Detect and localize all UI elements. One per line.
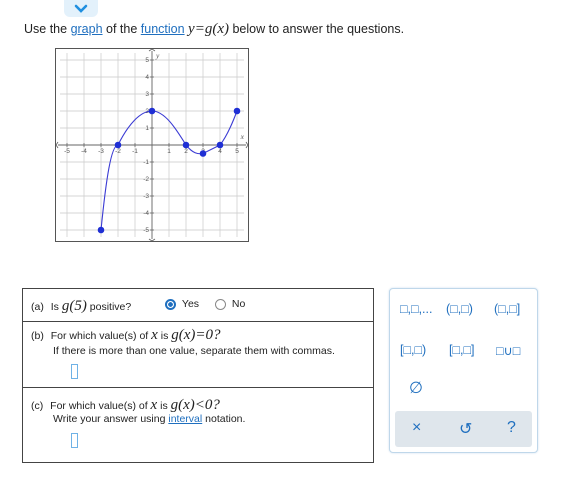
x-axis-label: x xyxy=(240,132,244,141)
question-c-label: (c) xyxy=(31,400,44,412)
y-tick-label: -5 xyxy=(143,227,149,234)
question-b-expression: g(x)=0? xyxy=(171,327,221,343)
function-expression: y=g(x) xyxy=(188,21,229,37)
x-tick-label: 5 xyxy=(235,148,239,155)
y-tick-label: -4 xyxy=(143,210,149,217)
y-tick-label: 5 xyxy=(145,57,149,64)
question-b-variable: x xyxy=(151,327,158,343)
question-a-label: (a) xyxy=(31,301,44,313)
x-tick-label: 4 xyxy=(218,148,222,155)
y-tick-label: 4 xyxy=(145,74,149,81)
question-c-text: For which value(s) of xyxy=(50,400,148,412)
x-tick-label: 2 xyxy=(184,148,188,155)
curve-point xyxy=(217,142,223,148)
y-tick-label: 2 xyxy=(145,108,149,115)
question-c-hint: Write your answer using xyxy=(53,413,166,425)
interval-link[interactable]: interval xyxy=(168,413,203,425)
function-link[interactable]: function xyxy=(140,22,185,36)
curve-point xyxy=(98,227,104,233)
question-b-label: (b) xyxy=(31,330,44,342)
help-button[interactable]: ? xyxy=(507,419,516,436)
question-a-text: Is xyxy=(50,301,59,313)
graph-link[interactable]: graph xyxy=(70,22,103,36)
chevron-down-icon xyxy=(74,4,88,13)
question-a-row xyxy=(23,289,373,322)
curve-point xyxy=(183,142,189,148)
math-keypad xyxy=(389,288,538,453)
instruction-text xyxy=(24,21,404,38)
question-c-row xyxy=(23,387,373,462)
question-c-expression: g(x)<0? xyxy=(170,397,220,413)
x-tick-label: -3 xyxy=(98,148,104,155)
instruction-pre: Use the xyxy=(24,22,71,36)
question-c-text-mid: is xyxy=(160,400,168,412)
radio-yes-label: Yes xyxy=(181,298,200,310)
question-b-hint: If there is more than one value, separate them with commas. xyxy=(53,345,335,357)
y-tick-label: 3 xyxy=(145,91,149,98)
key-closed-closed[interactable]: [□,□] xyxy=(449,343,475,357)
curve-point xyxy=(200,151,206,157)
y-tick-label: -3 xyxy=(143,193,149,200)
x-tick-label: -1 xyxy=(132,148,138,155)
key-open-closed[interactable]: (□,□] xyxy=(494,302,521,316)
y-tick-label: 1 xyxy=(145,125,149,132)
y-tick-label: -1 xyxy=(143,159,149,166)
key-closed-open[interactable]: [□,□) xyxy=(400,343,427,357)
undo-button[interactable]: ↺ xyxy=(459,421,473,438)
question-c-variable: x xyxy=(150,397,158,413)
question-c-hint-post: notation. xyxy=(205,413,246,425)
y-tick-label: -2 xyxy=(143,176,149,183)
keypad-action-bar xyxy=(395,411,532,447)
instruction-post: below to answer the questions. xyxy=(228,22,405,36)
curve-point xyxy=(115,142,121,148)
x-tick-label: 1 xyxy=(167,148,171,155)
y-axis-label: y xyxy=(156,51,160,60)
answer-b-input[interactable] xyxy=(71,364,78,379)
key-empty-set[interactable]: ∅ xyxy=(409,380,423,397)
radio-no-option[interactable] xyxy=(215,298,245,310)
questions-panel xyxy=(22,288,374,463)
curve-point xyxy=(234,108,240,114)
question-b-text: For which value(s) of xyxy=(50,330,149,342)
question-a-text-post: positive? xyxy=(89,301,132,313)
answer-c-input[interactable] xyxy=(71,433,78,448)
radio-no[interactable] xyxy=(215,299,226,310)
x-tick-label: -4 xyxy=(81,148,87,155)
question-b-text-mid: is xyxy=(160,330,169,342)
radio-yes[interactable] xyxy=(165,299,176,310)
clear-button[interactable]: × xyxy=(412,419,422,436)
x-tick-label: -2 xyxy=(115,148,121,155)
key-list[interactable]: □,□,... xyxy=(400,302,433,316)
function-graph xyxy=(55,48,249,242)
radio-yes-option[interactable] xyxy=(165,298,199,310)
key-union[interactable]: □∪□ xyxy=(496,344,521,358)
question-b-row xyxy=(23,321,373,388)
curve-point xyxy=(149,108,155,114)
instruction-mid: of the xyxy=(102,22,141,36)
graph-canvas xyxy=(56,49,248,241)
question-a-expression: g(5) xyxy=(61,298,87,314)
collapse-chevron-button[interactable] xyxy=(64,0,98,17)
x-tick-label: -5 xyxy=(64,148,70,155)
key-open-open[interactable]: (□,□) xyxy=(446,302,473,316)
radio-no-label: No xyxy=(231,298,246,310)
